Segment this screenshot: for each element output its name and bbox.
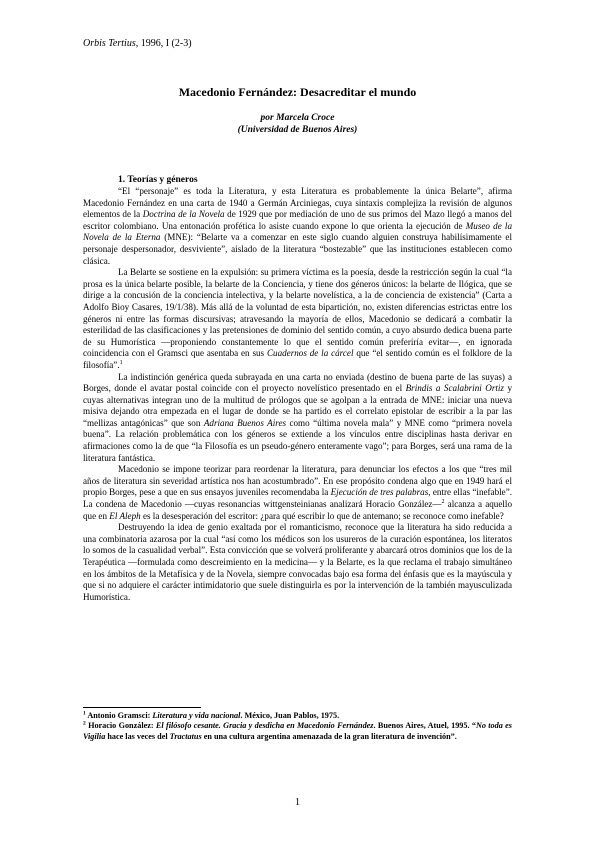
text-span: , entre ellas “inefable”. La condena de Macedonio —cuyas resonancias wittgensteinianas analizará Horacio González— <box>83 487 513 510</box>
footnote-ref[interactable]: 2 <box>441 499 445 505</box>
footnotes <box>83 711 512 742</box>
footnote-1 <box>83 711 512 721</box>
text-span: Macedonio se impone teorizar para reordenar la literatura, para denunciar los efectos a los que “tres mil años de literatura sin severidad artística nos han acostumbrado”. En ese propósito condena algo que en 1949 hará el propio Borges, pese a que en sus ensayos juveniles recomendaba la <box>83 464 512 498</box>
italic-title: Literatura y vida nacional <box>152 711 241 720</box>
text-span: alcanza a aquello que en <box>83 499 512 521</box>
italic-title: Doctrina de la Novela <box>142 209 225 220</box>
text-span: hace las veces del <box>105 731 170 741</box>
page-number: 1 <box>295 797 300 808</box>
paragraph-5: Destruyendo la idea de genio exaltada por el romanticismo, reconoce que la literatura ha sido reducida a una combinatoria azarosa por la cual “así como los médicos son los usureros de la curación espontánea, los literatos lo somos de la casualidad verbal”. Esta convicción que se volverá proliferante y abarcará otros dominios que los de la Terapéutica —formulada como descreimiento en la medicina— y la Belarte, es la que reclama el trabajo simultáneo en los ámbitos de la Metafísica y de la Novela, siempre convocadas bajo esa forma del énfasis que es la mayúscula y que si no adquiere el carácter intimidatorio que suele distinguirla es por la intervención de la también mayusculizada Humorística. <box>83 522 512 602</box>
text-span: como “última novela mala” y MNE como “primera novela buena”. La relación problemática con los géneros se extiende a los vínculos entre disciplinas hasta derivar en afirmaciones como la de que “la Filosofía es un pseudo-género enteramente vago”; para Borges, será una rama de la literatura fantástica. <box>83 417 512 463</box>
author-affiliation: (Universidad de Buenos Aires) <box>237 125 358 135</box>
italic-title: El filósofo cesante. Gracia y desdicha en Macedonio Fernández <box>155 721 374 731</box>
text-span: La indistinción genérica queda subrayada en una carta no enviada (destino de buena parte de las suyas) a Borges, donde el avatar postal coincide con el proyecto novelístico presentado en el <box>83 371 512 394</box>
footnote-divider <box>83 707 201 708</box>
journal-issue: , 1996, I (2-3) <box>135 38 192 49</box>
journal-name: Orbis Tertius <box>83 38 136 49</box>
article-title: Macedonio Fernández: Desacreditar el mundo <box>178 85 417 99</box>
journal-header <box>83 38 192 49</box>
text-span: que “el sentido común es el folklore de la filosofía”. <box>83 348 513 370</box>
text-span: . México, Juan Pablos, 1975. <box>240 711 340 720</box>
section-heading: 1. Teorías y géneros <box>118 175 198 185</box>
author-block <box>0 112 595 136</box>
paragraph-2 <box>83 267 512 371</box>
italic-title: Ejecución de tres palabras <box>330 487 429 498</box>
italic-title: Brindis a Scalabrini Ortiz <box>405 383 504 394</box>
italic-title: Adriana Buenos Aires <box>203 417 287 428</box>
text-span: Horacio González: <box>85 721 156 731</box>
text-span: “El “personaje” es toda la Literatura, y esta Literatura es probablemente la única Belarte”, afirma Macedonio Fernández en una carta de 1940 a Germán Arciniegas, cuya sintaxis complejiza la revisión de algunos elementos de la <box>83 186 512 220</box>
italic-title: No toda es Vigilia <box>83 721 512 741</box>
italic-title: Tractatus <box>169 731 202 741</box>
text-span: (MNE): “Belarte va a comenzar en este siglo cuando alguien construya habilísimamente el personaje despersonador, desviviente”, aislado de la literatura “bostezable” que las instituciones establecen como clásica. <box>83 232 512 266</box>
italic-title: Museo de la Novela de la Eterna <box>83 220 512 243</box>
author-name: por Marcela Croce <box>260 113 335 123</box>
text-span: y cuyas alternativas integran uno de la multitud de prólogos que se agolpan a la entrada de MNE: iniciar una nueva misiva dejando otra empezada en el lugar de donde se ha partido es el correlato epistolar de escribir a la par las “mellizas antagónicas” que son <box>83 383 512 428</box>
footnote-2 <box>83 721 512 742</box>
italic-title: El Aleph <box>109 510 141 521</box>
paragraph-4 <box>83 464 512 522</box>
footnote-ref[interactable]: 1 <box>119 359 123 366</box>
paragraph-1 <box>83 186 512 267</box>
footnote-number: 2 <box>83 720 86 727</box>
text-span: es la desesperación del escritor: ¿para qué escribir lo que de antemano; se reconoce como inefable? <box>140 510 504 521</box>
italic-title: Cuadernos de la cárcel <box>266 348 354 359</box>
text-span: en una cultura argentina amenazada de la gran literatura de invención”. <box>201 731 457 741</box>
text-span: . Buenos Aires, Atuel, 1995. “ <box>373 721 476 731</box>
article-body <box>83 186 512 603</box>
text-span: Antonio Gramsci: <box>85 711 153 720</box>
paragraph-3 <box>83 372 512 465</box>
text-span: de 1929 que por mediación de uno de sus primos del Mazo llegó a manos del escritor colombiano. Una entonación profética lo asiste cuando expone lo que orienta la ejecución de <box>83 209 512 231</box>
footnote-number: 1 <box>83 710 86 717</box>
text-span: La Belarte se sostiene en la expulsión: su primera víctima es la poesía, desde la restricción según la cual “la prosa es la única belarte posible, la belarte de la Conciencia, y tiene dos géneros únicos: la belarte de Ilógica, que se dirige a la concusión de la conciencia intelectiva, y la belarte novelística, a la de conciencia de existencia” (Carta a Adolfo Bioy Casares, 19/1/38). Más allá de la voluntad de esta bipartición, no, existen diferencias estrictas entre los géneros ni entre las formas discursivas; atravesando la mayoría de ellos, Macedonio se dedicará a combatir la esterilidad de las clasificaciones y las pretensiones de dominio del sentido común, a cuyo absurdo dedica buena parte de su Humorística —proponiendo constantemente lo que el sentido común preferiría evitar—, en ignorada coincidencia con el Gramsci que asentaba en sus <box>83 267 512 359</box>
